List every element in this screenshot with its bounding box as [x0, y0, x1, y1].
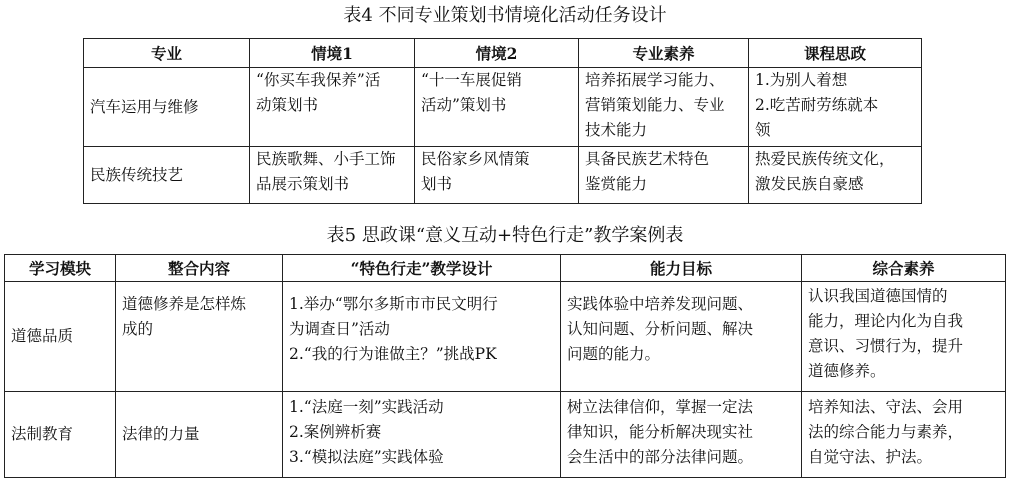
table5-header: 综合素养: [802, 255, 1006, 282]
table4-scene2-cell: 民俗家乡风情策 划书: [415, 147, 579, 204]
table-row: [84, 147, 922, 204]
table4-header: 课程思政: [749, 39, 922, 68]
table5-header: 整合内容: [116, 255, 283, 282]
table-row: [84, 68, 922, 147]
table-row: [5, 282, 1006, 392]
table-row: [5, 392, 1006, 478]
table4-header: 专业素养: [579, 39, 749, 68]
table5-quality-cell: 认识我国道德国情的 能力，理论内化为自我 意识、习惯行为，提升 道德修养。: [802, 282, 1006, 392]
table4-literacy-cell: 培养拓展学习能力、 营销策划能力、专业 技术能力: [579, 68, 749, 147]
table4: [83, 38, 922, 204]
table4-ideology-cell: 1.为别人着想 2.吃苦耐劳练就本 领: [749, 68, 922, 147]
table5-header: “特色行走”教学设计: [283, 255, 561, 282]
table4-scene1-cell: “你买车我保养”活 动策划书: [250, 68, 415, 147]
table5-header-row: [5, 255, 1006, 282]
table5-caption: 表5 思政课“意义互动+特色行走”教学案例表: [326, 225, 684, 246]
table4-major-cell: 民族传统技艺: [84, 147, 250, 204]
table4-major-cell: 汽车运用与维修: [84, 68, 250, 147]
table5: [4, 254, 1006, 478]
table5-header: 学习模块: [5, 255, 116, 282]
table5-module-cell: 法制教育: [5, 392, 116, 478]
table5-ability-cell: 树立法律信仰，掌握一定法 律知识，能分析解决现实社 会生活中的部分法律问题。: [561, 392, 802, 478]
table5-content-cell: 道德修养是怎样炼 成的: [116, 282, 283, 392]
table4-scene1-cell: 民族歌舞、小手工饰 品展示策划书: [250, 147, 415, 204]
table5-design-cell: 1.“法庭一刻”实践活动 2.案例辨析赛 3.“模拟法庭”实践体验: [283, 392, 561, 478]
table5-ability-cell: 实践体验中培养发现问题、 认知问题、分析问题、解决 问题的能力。: [561, 282, 802, 392]
table4-header: 专业: [84, 39, 250, 68]
table5-header: 能力目标: [561, 255, 802, 282]
table4-ideology-cell: 热爱民族传统文化， 激发民族自豪感: [749, 147, 922, 204]
table4-header-row: [84, 39, 922, 68]
table4-literacy-cell: 具备民族艺术特色 鉴赏能力: [579, 147, 749, 204]
table5-design-cell: 1.举办“鄂尔多斯市市民文明行 为调查日”活动 2.“我的行为谁做主？”挑战PK: [283, 282, 561, 392]
table4-scene2-cell: “十一车展促销 活动”策划书: [415, 68, 579, 147]
table4-caption: 表4 不同专业策划书情境化活动任务设计: [343, 5, 667, 26]
table5-module-cell: 道德品质: [5, 282, 116, 392]
table4-header: 情境2: [415, 39, 579, 68]
table5-content-cell: 法律的力量: [116, 392, 283, 478]
table5-quality-cell: 培养知法、守法、会用 法的综合能力与素养， 自觉守法、护法。: [802, 392, 1006, 478]
table4-header: 情境1: [250, 39, 415, 68]
